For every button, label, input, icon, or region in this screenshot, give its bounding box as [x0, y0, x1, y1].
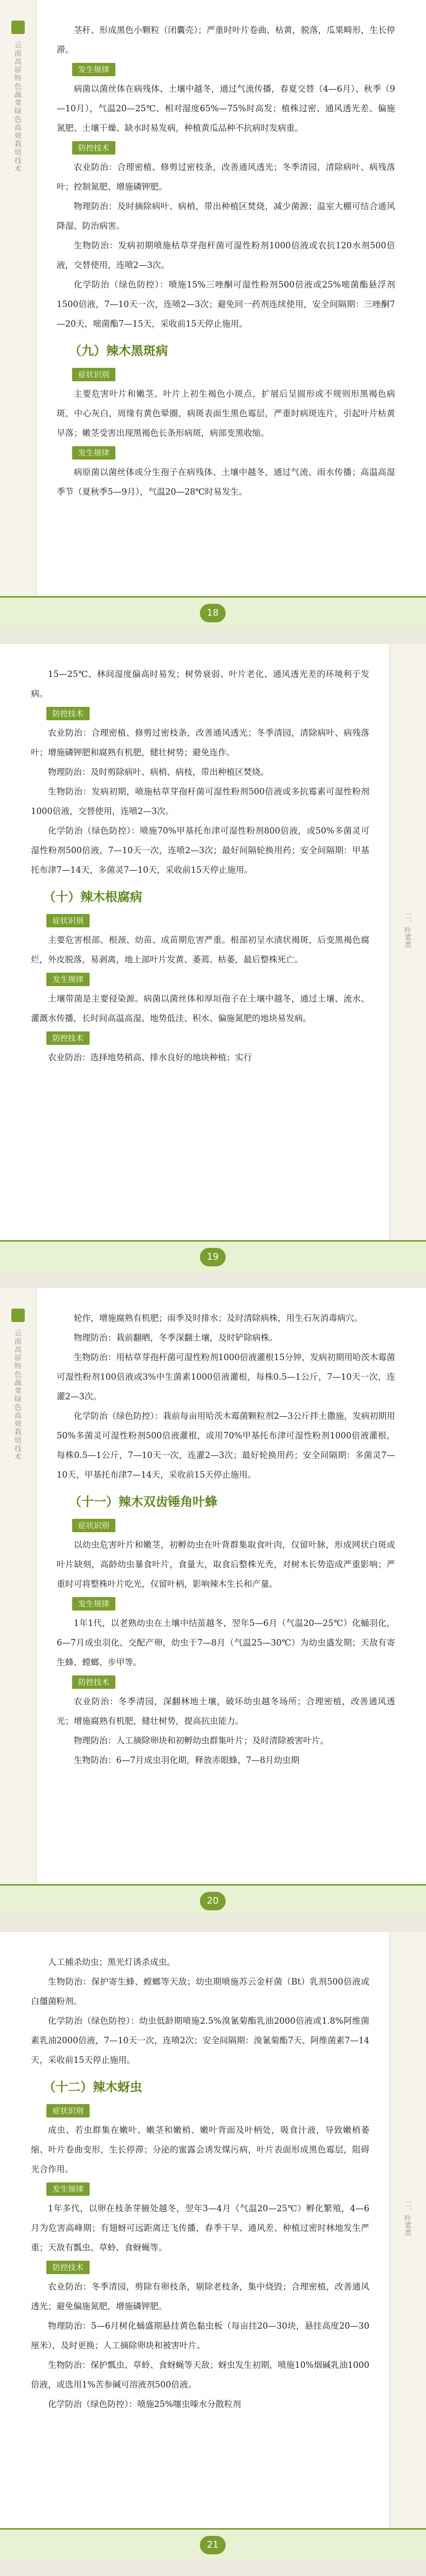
label-control: 防控技术	[72, 1675, 115, 1689]
label-rule: 发生规律	[72, 63, 115, 76]
paragraph: 病原菌以菌丝体或分生孢子在病残体、土壤中越冬，通过气流、雨水传播；高温高湿季节（夏秋季5—9月），气温20—28℃时易发生。	[57, 467, 395, 497]
chapter-label: 二、叶菜类	[403, 912, 412, 948]
page-body	[31, 1953, 369, 2414]
paragraph: 15—25℃、林间湿度偏高时易发；树势衰弱、叶片老化、通风透光差的环境利于发病。	[31, 669, 369, 699]
page-body	[57, 21, 395, 502]
book-badge-icon	[11, 21, 25, 34]
label-rule: 发生规律	[46, 973, 90, 986]
page-footer	[0, 2528, 426, 2561]
paragraph: 化学防治（绿色防控）：喷施70%甲基托布津可湿性粉剂800倍液，或50%多菌灵可湿性粉剂500倍液，7—10天一次，连喷2—3次；最好间隔轮换用药；安全间隔期：甲基托布津7—14天，多菌灵7—10天，采收前15天停止施用。	[31, 826, 369, 875]
paragraph: 农业防治：选择地势稍高、排水良好的地块种植；实行	[48, 1053, 252, 1062]
paragraph: 物理防治：5—6月树化蛹盛期悬挂黄色黏虫板（每亩挂20—30块，悬挂高度20—30厘米），及时更换；人工摘除卵块和被害叶片。	[31, 2321, 369, 2350]
paragraph: 以幼虫危害叶片和嫩茎，初孵幼虫在叶背群集取食叶肉，仅留叶脉，形成网状白斑或叶片缺刻，高龄幼虫暴食叶片，食量大，取食后整株光秃，对树木长势造成严重影响；严重时可将整株叶片吃光，仅留叶柄，影响辣木生长和产量。	[57, 1540, 395, 1589]
label-symptom: 症状识别	[72, 1519, 115, 1532]
paragraph: 生物防治：6—7月成虫羽化期，释放赤眼蜂，7—8月幼虫期	[74, 1755, 299, 1765]
paragraph: 物理防治：栽前翻晒，冬季深翻土壤，及时铲除病株。	[74, 1333, 278, 1343]
paragraph: 主要危害叶片和嫩茎。叶片上初生褐色小斑点，扩展后呈圆形或不规则形黑褐色病斑，中心灰白，周缘有黄色晕圈，病斑表面生黑色霉层，严重时病斑连片，引起叶片枯黄早落；嫩茎受害出现黑褐色长条形病斑，病部变黑收缩。	[57, 389, 395, 438]
section-heading: （十二）辣木蚜虫	[43, 2079, 142, 2094]
paragraph: 土壤带菌是主要侵染源。病菌以菌丝体和厚垣孢子在土壤中越冬，通过土壤、流水、灌溉水传播，长时间高温高湿、地势低洼、积水、偏施氮肥的地块易发病。	[31, 994, 369, 1023]
paragraph: 物理防治：人工摘除卵块和初孵幼虫群集叶片；及时清除被害叶片。	[74, 1736, 329, 1745]
label-control: 防控技术	[72, 141, 115, 155]
paragraph: 生物防治：发病初期喷施枯草芽孢杆菌可湿性粉剂1000倍液或农抗120水剂500倍液，交替使用，连喷2—3次。	[57, 241, 395, 270]
page-body	[57, 1309, 395, 1770]
label-control: 防控技术	[46, 2261, 90, 2274]
page-number: 21	[200, 2536, 226, 2554]
book-title: 云南高原特色蔬菜绿色高效栽培技术	[13, 41, 22, 173]
paragraph: 农业防治：合理密植、修剪过密枝条，改善通风透光；冬季清园，清除病叶、病残落叶；控制氮肥、增施磷钾肥。	[57, 162, 395, 192]
side-tab	[389, 644, 426, 1273]
paragraph: 1年多代，以卵在枝条芽腋处越冬，翌年3—4月（气温20—25℃）孵化繁殖，4—6月为危害高峰期；有翅蚜可远距离迁飞传播，春季干旱、通风差、种植过密时林地发生严重；天敌有瓢虫、草蛉、食蚜蝇等。	[31, 2204, 369, 2252]
paragraph: 化学防治（绿色防控）：栽前每亩用哈茨木霉菌颗粒剂2—3公斤拌土撒施，发病初期用50%多菌灵可湿性粉剂500倍液灌根，或用70%甲基托布津可湿性粉剂1000倍液灌根，每株0.5—1公斤，7—10天一次，连灌2—3次；最好轮换用药；安全间隔期：多菌灵7—10天，甲基托布津7—14天，采收前15天停止施用。	[57, 1411, 395, 1480]
page-21	[0, 1932, 426, 2561]
paragraph: 化学防治（绿色防控）：幼虫低龄期喷施2.5%溴氰菊酯乳油2000倍液或1.8%阿维菌素乳油2000倍液，7—10天一次，连喷2次；安全间隔期：溴氰菊酯7天、阿维菌素7—14天，采收前15天停止施用。	[31, 2016, 369, 2065]
page-20	[0, 1288, 426, 1917]
side-tab	[0, 0, 37, 629]
paragraph: 化学防治（绿色防控）：喷施25%噻虫嗪水分散粒剂	[48, 2399, 241, 2409]
label-symptom: 症状识别	[46, 914, 90, 927]
section-heading: （十一）辣木双齿锤角叶蜂	[69, 1494, 217, 1509]
paragraph: 生物防治：保护瓢虫、草蛉、食蚜蝇等天敌；蚜虫发生初期，喷施10%烟碱乳油1000倍液，或选用1%苦参碱可溶液剂500倍液。	[31, 2360, 369, 2389]
paragraph: 成虫、若虫群集在嫩叶、嫩茎和嫩梢、嫩叶背面及叶柄处，吸食汁液，导致嫩梢萎缩、叶片卷曲变形，生长停滞；分泌的蜜露会诱发煤污病，叶片表面形成黑色霉层，阻碍光合作用。	[31, 2125, 369, 2174]
section-heading: （十）辣木根腐病	[43, 889, 142, 904]
paragraph: 病菌以菌丝体在病残体、土壤中越冬，通过气流传播，春夏交替（4—6月）、秋季（9—10月），气温20—25℃、相对湿度65%—75%时高发；植株过密、通风透光差、偏施氮肥、土壤干燥、缺水时易发病，种植黄瓜品种不抗病时发病重。	[57, 84, 395, 133]
label-control: 防控技术	[46, 1031, 90, 1045]
paragraph: 化学防治（绿色防控）：喷施15%三唑酮可湿性粉剂500倍液或25%嘧菌酯悬浮剂1500倍液，7—10天一次，连喷2—3次；避免同一药剂连续使用，安全间隔期：三唑酮7—20天，嘧菌酯7—15天，采收前15天停止施用。	[57, 280, 395, 329]
page-body	[31, 665, 369, 1067]
side-tab	[389, 1932, 426, 2561]
paragraph: 茎秆、形成黑色小颗粒（闭囊壳）；严重时叶片卷曲、枯黄，脱落，瓜果畸形，生长停滞。	[57, 25, 395, 55]
paragraph: 农业防治：冬季清园，深翻林地土壤，破坏幼虫越冬场所；合理密植，改善通风透光；增施腐熟有机肥，健壮树势，提高抗虫能力。	[57, 1697, 395, 1726]
page-number: 18	[200, 604, 226, 622]
paragraph: 人工捕杀幼虫；黑光灯诱杀成虫。	[48, 1957, 176, 1967]
page-footer	[0, 596, 426, 629]
chapter-label: 二、叶菜类	[403, 2200, 412, 2236]
label-rule: 发生规律	[72, 446, 115, 460]
paragraph: 物理防治：及时摘除病叶、病梢，带出种植区焚烧，减少菌源；温室大棚可结合通风降湿、防治病害。	[57, 201, 395, 231]
section-heading: （九）辣木黑斑病	[69, 343, 168, 358]
label-symptom: 症状识别	[72, 368, 115, 381]
page-footer	[0, 1240, 426, 1273]
paragraph: 物理防治：及时剪除病叶、病梢、病枝，带出种植区焚烧。	[48, 767, 269, 777]
paragraph: 主要危害根部、根颈、幼苗、成苗期危害严重。根部初呈水渍状褐斑，后变黑褐色腐烂，外皮脱落，易剥离，地上部叶片发黄、萎蔫、枯萎，最后整株死亡。	[31, 935, 369, 964]
page-number: 19	[200, 1248, 226, 1266]
paragraph: 生物防治：保护寄生蜂、螳螂等天敌；幼虫期喷施苏云金杆菌（Bt）乳剂500倍液或白僵菌粉剂。	[31, 1977, 369, 2006]
page-number: 20	[200, 1892, 226, 1910]
page-18	[0, 0, 426, 629]
paragraph: 生物防治：用枯草芽孢杆菌可湿性粉剂1000倍液灌根15分钟，发病初期用哈茨木霉菌可湿性粉剂100倍液或3%中生菌素1000倍液灌根，每株0.5—1公斤，7—10天一次，连灌2—3次。	[57, 1352, 395, 1401]
paragraph: 农业防治：合理密植、修剪过密枝条，改善通风透光；冬季清园，清除病叶、病残落叶；增施磷钾肥和腐熟有机肥，健壮树势；避免连作。	[31, 728, 369, 757]
page-19	[0, 644, 426, 1273]
book-title: 云南高原特色蔬菜绿色高效栽培技术	[13, 1329, 22, 1461]
label-rule: 发生规律	[72, 1597, 115, 1611]
paragraph: 轮作，增施腐熟有机肥；雨季及时排水；及时清除病株，用生石灰消毒病穴。	[74, 1313, 363, 1323]
label-symptom: 症状识别	[46, 2104, 90, 2117]
paragraph: 生物防治：发病初期，喷施枯草芽孢杆菌可湿性粉剂500倍液或多抗霉素可湿性粉剂1000倍液，交替使用，连喷2—3次。	[31, 787, 369, 816]
page-footer	[0, 1884, 426, 1917]
label-rule: 发生规律	[46, 2182, 90, 2196]
book-badge-icon	[11, 1309, 25, 1322]
paragraph: 农业防治：冬季清园，剪除有卵枝条，剔除老枝条，集中烧毁；合理密植，改善通风透光；避免偏施氮肥，增施磷钾肥。	[31, 2282, 369, 2311]
paragraph: 1年1代，以老熟幼虫在土壤中结茧越冬，翌年5—6月（气温20—25℃）化蛹羽化，6—7月成虫羽化、交配产卵，幼虫于7—8月（气温25—30℃）为幼虫盛发期；天敌有寄生蜂、螳螂、步甲等。	[57, 1618, 395, 1667]
side-tab	[0, 1288, 37, 1917]
label-control: 防控技术	[46, 707, 90, 720]
